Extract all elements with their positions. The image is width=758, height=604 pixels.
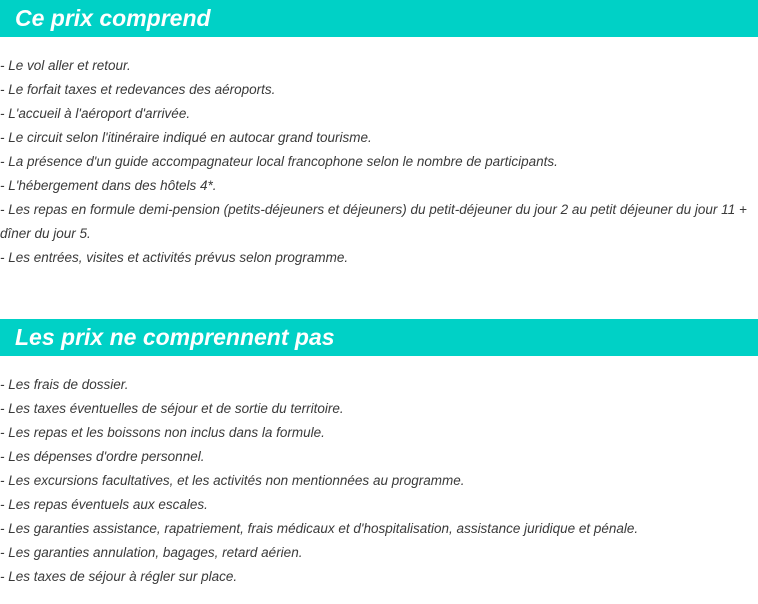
included-item: - Le circuit selon l'itinéraire indiqué en autocar grand tourisme.	[0, 130, 372, 145]
excluded-item: - Les taxes de séjour à régler sur place.	[0, 569, 238, 584]
included-item: - Les repas en formule demi-pension (petits-déjeuners et déjeuners) du petit-déjeuner du jour 2 au petit déjeuner du jour 11 + dîner du jour 5.	[0, 202, 747, 241]
included-item: - Le vol aller et retour.	[0, 58, 131, 73]
excluded-section-header	[0, 319, 758, 356]
included-section-title: Ce prix comprend	[15, 5, 211, 31]
included-item: - Le forfait taxes et redevances des aéroports.	[0, 82, 276, 97]
included-item: - La présence d'un guide accompagnateur local francophone selon le nombre de participants.	[0, 154, 558, 169]
excluded-item: - Les frais de dossier.	[0, 377, 129, 392]
excluded-item: - Les repas et les boissons non inclus dans la formule.	[0, 425, 325, 440]
excluded-item: - Les garanties assistance, rapatriement, frais médicaux et d'hospitalisation, assistance juridique et pénale.	[0, 521, 639, 536]
excluded-item: - Les repas éventuels aux escales.	[0, 497, 208, 512]
excluded-item: - Les excursions facultatives, et les activités non mentionnées au programme.	[0, 473, 465, 488]
included-item: - Les entrées, visites et activités prévus selon programme.	[0, 250, 349, 265]
included-items-list	[0, 54, 758, 270]
included-section-header	[0, 0, 758, 37]
excluded-item: - Les dépenses d'ordre personnel.	[0, 449, 205, 464]
included-item: - L'hébergement dans des hôtels 4*.	[0, 178, 217, 193]
excluded-section-title: Les prix ne comprennent pas	[15, 324, 335, 350]
excluded-items-list	[0, 373, 758, 589]
included-item: - L'accueil à l'aéroport d'arrivée.	[0, 106, 191, 121]
excluded-item: - Les taxes éventuelles de séjour et de sortie du territoire.	[0, 401, 344, 416]
excluded-item: - Les garanties annulation, bagages, retard aérien.	[0, 545, 303, 560]
